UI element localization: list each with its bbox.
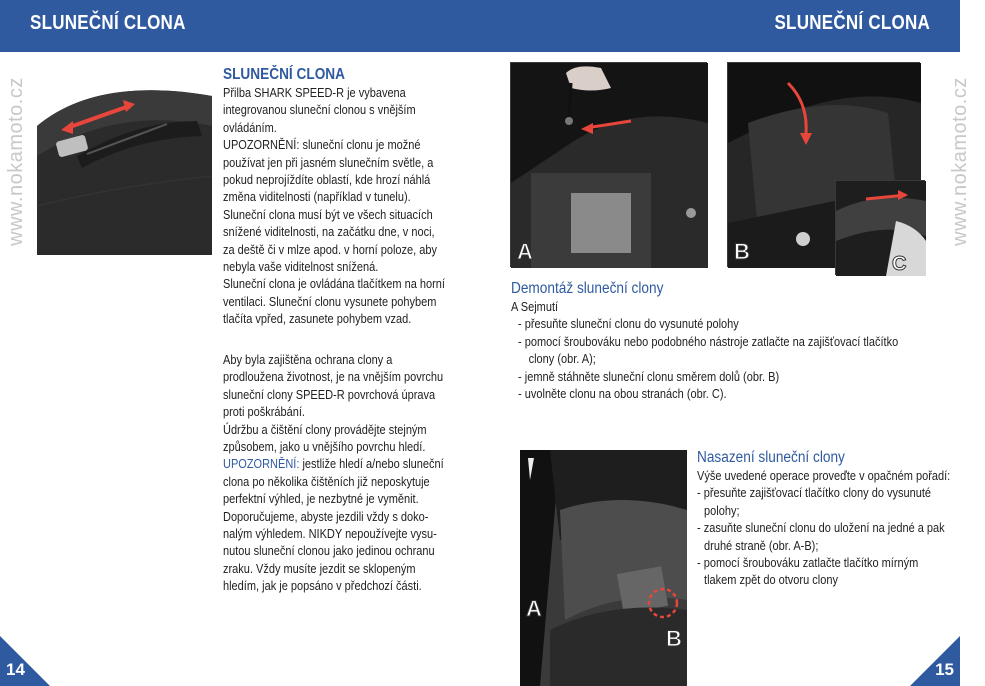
installation-section: [697, 449, 985, 590]
text-line: Doporučujeme, abyste jezdili vždy s doko-: [223, 509, 429, 524]
text-line: hledím, jak je popsáno v předchozí části.: [223, 579, 422, 594]
text-line: prodloužena životnost, je na vnějším povrchu: [223, 370, 444, 385]
text-line: [223, 456, 444, 473]
text-line: tlakem zpět do otvoru clony: [704, 573, 838, 588]
text-line: nebyla vaše viditelnost snížená.: [223, 260, 379, 275]
text-line: zraku. Vždy musíte jezdit se sklopeným: [223, 561, 416, 576]
text-line: Aby byla zajištěna ochrana clony a: [223, 353, 393, 367]
care-text: [223, 352, 444, 596]
removal-section: [511, 280, 951, 403]
text-line: ventilaci. Sluneční clonu vysunete pohybem: [223, 294, 437, 309]
photo-label-a: A: [517, 239, 533, 264]
text-line: Údržbu a čištění clony provádějte stejným: [223, 422, 427, 437]
text-line: - přesuňte zajišťovací tlačítko clony do vysunuté: [697, 486, 932, 501]
text-line: Výše uvedené operace proveďte v opačném pořadí:: [697, 469, 951, 483]
text-line: sluneční clony SPEED-R povrchová úprava: [223, 387, 436, 402]
text-line: UPOZORNĚNÍ: sluneční clonu je možné: [223, 138, 421, 153]
right-page-title: SLUNEČNÍ CLONA: [774, 12, 930, 34]
text-line: nalým výhledem. NIKDY nepoužívejte vysu-: [223, 527, 437, 542]
text-line: clony (obr. A);: [528, 352, 596, 367]
text-line: - přesuňte sluneční clonu do vysunuté polohy: [518, 317, 739, 332]
text-line: - pomocí šroubováku zatlačte tlačítko mírným: [697, 556, 919, 571]
text-line: pokud neprojíždíte oblastí, kde hrozí náhlá: [223, 173, 431, 188]
text-line: druhé straně (obr. A-B);: [704, 538, 819, 553]
text-line: způsobem, jako u vnějšího povrchu hledí.: [223, 440, 426, 455]
text-line: tlačíta vpřed, zasunete pohybem vzad.: [223, 312, 412, 327]
installation-text: [697, 468, 950, 590]
text-line: změna viditelnosti (například v tunelu).: [223, 190, 411, 205]
warning-label: UPOZORNĚNÍ:: [223, 457, 300, 472]
text-line: - jemně stáhněte sluneční clonu směrem dolů (obr. B): [518, 369, 780, 384]
text-line: Sluneční clona je ovládána tlačítkem na horní: [223, 277, 445, 292]
watermark-left: www.nokamoto.cz: [4, 77, 27, 246]
watermark-right: www.nokamoto.cz: [948, 77, 971, 246]
installation-heading: Nasazení sluneční clony: [697, 449, 845, 466]
text-line: polohy;: [704, 503, 740, 518]
removal-heading: Demontáž sluneční clony: [511, 280, 664, 297]
text-line: proti poškrábání.: [223, 405, 305, 420]
text-line: - zasuňte sluneční clonu do uložení na jedné a pak: [697, 521, 945, 536]
text-line: ovládáním.: [223, 120, 277, 135]
text-line: A Sejmutí: [511, 300, 559, 314]
text-line: nutou sluneční clonou jako jedinou ochranu: [223, 544, 435, 559]
care-section: [223, 352, 474, 596]
photo-c-removal: [835, 180, 925, 275]
text-line: za deště či v mlze apod. v horní poloze, aby: [223, 242, 438, 257]
text-line: clona po několika čištěních již neposkytuje: [223, 474, 430, 489]
left-page-number: 14: [6, 660, 25, 679]
sun-visor-heading: SLUNEČNÍ CLONA: [223, 66, 346, 83]
left-page-title: SLUNEČNÍ CLONA: [30, 12, 186, 34]
photo-a-removal: [510, 62, 707, 267]
photo-installation: [520, 450, 687, 686]
text-line: Přilba SHARK SPEED-R je vybavena: [223, 86, 406, 100]
text-line: - uvolněte clonu na obou stranách (obr. C).: [518, 387, 727, 402]
text-line: - pomocí šroubováku nebo podobného nástroje zatlačte na zajišťovací tlačítko: [518, 334, 899, 349]
warning-first-line: jestliže hledí a/nebo sluneční: [299, 457, 444, 472]
page-header: [0, 0, 960, 52]
photo-label-a-bottom: A: [526, 596, 542, 621]
photo-label-b-top: B: [734, 239, 750, 264]
right-page-number: 15: [935, 660, 954, 679]
text-line: perfektní výhled, je nezbytné je vyměnit.: [223, 492, 419, 507]
helmet-top-photo: [37, 66, 212, 255]
text-line: používat jen při jasném slunečním světle, a: [223, 155, 434, 170]
text-line: snížené viditelnosti, na začátku dne, v noci,: [223, 225, 435, 240]
text-line: integrovanou sluneční clonou s vnějším: [223, 103, 416, 118]
photo-label-c: C: [892, 253, 907, 275]
photo-label-b-bottom: B: [666, 626, 682, 651]
sun-visor-section: [223, 66, 475, 329]
removal-text: [511, 299, 898, 403]
intro-text: [223, 85, 445, 329]
text-line: Sluneční clona musí být ve všech situacích: [223, 207, 433, 222]
